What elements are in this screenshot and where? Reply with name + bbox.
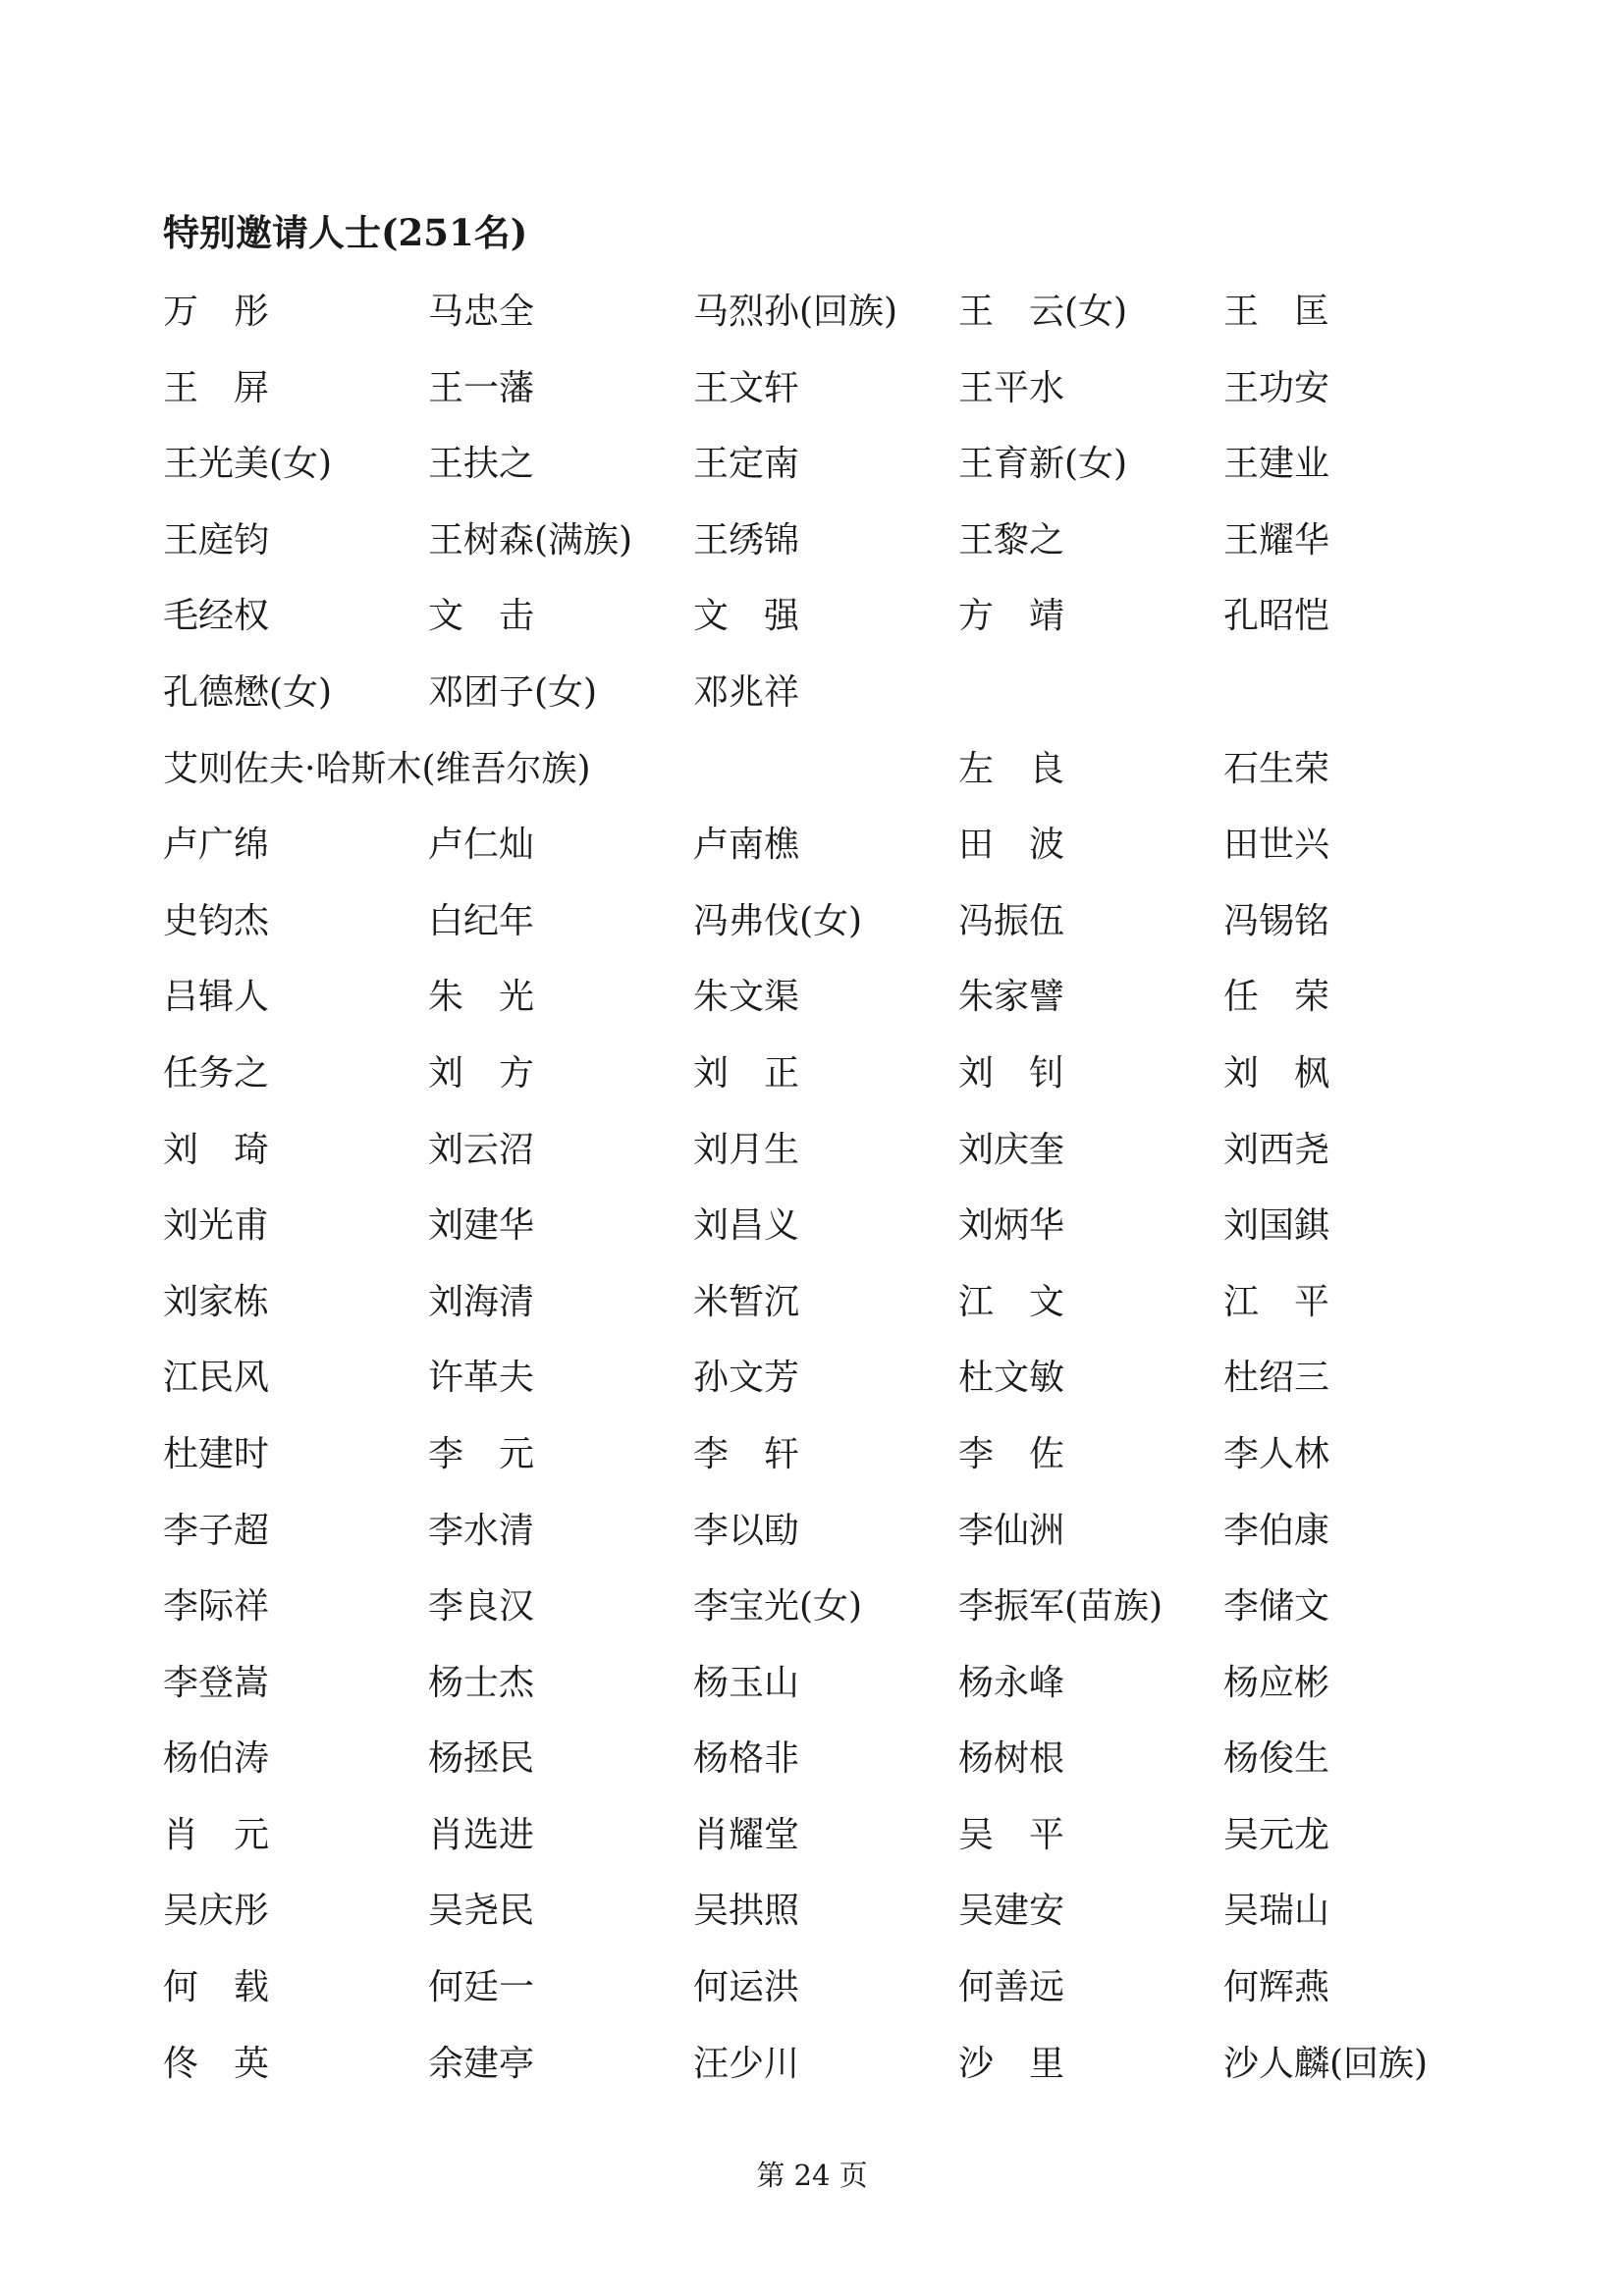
name-entry: 吴拱照 xyxy=(693,1891,800,1932)
name-entry: 杨应彬 xyxy=(1223,1662,1330,1703)
name-entry: 孔昭恺 xyxy=(1223,596,1330,637)
name-entry: 肖耀堂 xyxy=(693,1814,800,1855)
name-entry: 冯振伍 xyxy=(958,900,1065,941)
name-row xyxy=(163,1048,1538,1125)
name-entry: 朱 光 xyxy=(428,977,535,1018)
name-entry: 吴瑞山 xyxy=(1223,1891,1330,1932)
name-entry: 杨拯民 xyxy=(428,1738,535,1780)
name-entry: 王耀华 xyxy=(1223,519,1330,561)
name-entry: 冯弗伐(女) xyxy=(693,900,863,941)
name-entry: 孔德懋(女) xyxy=(163,671,333,713)
name-entry: 吕辑人 xyxy=(163,977,270,1018)
name-row xyxy=(163,1658,1538,1735)
name-entry: 何廷一 xyxy=(428,1967,535,2008)
name-entry: 刘家栋 xyxy=(163,1281,270,1322)
name-entry: 刘海清 xyxy=(428,1281,535,1322)
name-row xyxy=(163,1962,1538,2039)
name-entry: 吴 平 xyxy=(958,1814,1065,1855)
name-row xyxy=(163,515,1538,592)
name-entry: 石生荣 xyxy=(1223,748,1330,789)
name-entry: 王功安 xyxy=(1223,367,1330,408)
name-entry: 杜绍三 xyxy=(1223,1358,1330,1399)
name-row xyxy=(163,363,1538,440)
name-entry: 吴元龙 xyxy=(1223,1814,1330,1855)
name-entry: 冯锡铭 xyxy=(1223,900,1330,941)
name-entry: 李振军(苗族) xyxy=(958,1586,1164,1628)
name-entry: 吴庆彤 xyxy=(163,1891,270,1932)
name-entry: 刘西尧 xyxy=(1223,1129,1330,1170)
name-entry: 刘建华 xyxy=(428,1205,535,1247)
name-entry: 方 靖 xyxy=(958,596,1065,637)
name-entry: 邓兆祥 xyxy=(693,671,800,713)
name-entry: 李储文 xyxy=(1223,1586,1330,1628)
name-entry: 李水清 xyxy=(428,1510,535,1551)
name-entry: 李 轩 xyxy=(693,1433,800,1474)
name-entry: 李以劻 xyxy=(693,1510,800,1551)
name-entry: 文 强 xyxy=(693,596,800,637)
page-number: 第 24 页 xyxy=(756,2159,868,2192)
name-entry: 米暂沉 xyxy=(693,1281,800,1322)
name-row xyxy=(163,744,1538,821)
name-row xyxy=(163,1125,1538,1201)
name-entry: 刘光甫 xyxy=(163,1205,270,1247)
name-entry: 杨俊生 xyxy=(1223,1738,1330,1780)
name-entry: 李际祥 xyxy=(163,1586,270,1628)
name-entry: 王 云(女) xyxy=(958,292,1128,332)
name-entry: 刘昌义 xyxy=(693,1205,800,1247)
name-entry: 刘 钊 xyxy=(958,1052,1065,1094)
name-row xyxy=(163,667,1538,744)
name-row xyxy=(163,896,1538,973)
name-entry: 江 平 xyxy=(1223,1281,1330,1322)
name-row xyxy=(163,1201,1538,1277)
name-entry: 卢广绵 xyxy=(163,825,270,866)
name-entry: 汪少川 xyxy=(693,2043,800,2084)
name-entry: 田 波 xyxy=(958,825,1065,866)
name-entry: 朱文渠 xyxy=(693,977,800,1018)
name-entry: 刘庆奎 xyxy=(958,1129,1065,1170)
name-entry: 刘 枫 xyxy=(1223,1052,1330,1094)
name-entry: 沙 里 xyxy=(958,2043,1065,2084)
name-entry: 王文轩 xyxy=(693,367,800,408)
name-entry: 杜建时 xyxy=(163,1433,270,1474)
name-row xyxy=(163,2039,1538,2115)
name-entry: 卢仁灿 xyxy=(428,825,535,866)
section-heading: 特别邀请人士(251名) xyxy=(163,211,528,254)
name-entry: 何 载 xyxy=(163,1967,270,2008)
name-entry: 李登嵩 xyxy=(163,1662,270,1703)
name-entry: 江民风 xyxy=(163,1358,270,1399)
name-entry: 王育新(女) xyxy=(958,444,1128,485)
name-row xyxy=(163,820,1538,896)
name-entry: 万 彤 xyxy=(163,292,270,332)
name-row xyxy=(163,591,1538,667)
name-entry: 毛经权 xyxy=(163,596,270,637)
name-entry: 杨士杰 xyxy=(428,1662,535,1703)
name-entry: 杨伯涛 xyxy=(163,1738,270,1780)
name-entry: 李良汉 xyxy=(428,1586,535,1628)
name-entry: 王平水 xyxy=(958,367,1065,408)
name-row xyxy=(163,1277,1538,1354)
name-entry: 何辉燕 xyxy=(1223,1967,1330,2008)
name-entry: 王 屏 xyxy=(163,367,270,408)
name-entry: 文 击 xyxy=(428,596,535,637)
name-entry: 何运洪 xyxy=(693,1967,800,2008)
name-row xyxy=(163,287,1538,363)
name-entry: 艾则佐夫·哈斯木(维吾尔族) xyxy=(163,748,591,789)
name-entry: 王黎之 xyxy=(958,519,1065,561)
name-row xyxy=(163,1353,1538,1429)
name-entry: 王 匡 xyxy=(1223,292,1330,332)
name-entry: 杜文敏 xyxy=(958,1358,1065,1399)
name-entry: 肖选进 xyxy=(428,1814,535,1855)
name-row xyxy=(163,439,1538,515)
name-entry: 王建业 xyxy=(1223,444,1330,485)
name-row xyxy=(163,1810,1538,1887)
name-entry: 李伯康 xyxy=(1223,1510,1330,1551)
name-entry: 王光美(女) xyxy=(163,444,333,485)
name-entry: 刘 琦 xyxy=(163,1129,270,1170)
name-entry: 王庭钧 xyxy=(163,519,270,561)
name-entry: 李人林 xyxy=(1223,1433,1330,1474)
name-entry: 王扶之 xyxy=(428,444,535,485)
name-entry: 许革夫 xyxy=(428,1358,535,1399)
name-entry: 杨树根 xyxy=(958,1738,1065,1780)
name-entry: 王定南 xyxy=(693,444,800,485)
name-entry: 李宝光(女) xyxy=(693,1586,863,1628)
name-entry: 任 荣 xyxy=(1223,977,1330,1018)
name-entry: 邓团子(女) xyxy=(428,671,598,713)
name-entry: 左 良 xyxy=(958,748,1065,789)
name-entry: 刘 方 xyxy=(428,1052,535,1094)
name-entry: 杨玉山 xyxy=(693,1662,800,1703)
name-entry: 江 文 xyxy=(958,1281,1065,1322)
name-entry: 孙文芳 xyxy=(693,1358,800,1399)
name-entry: 佟 英 xyxy=(163,2043,270,2084)
name-entry: 杨永峰 xyxy=(958,1662,1065,1703)
name-entry: 马忠全 xyxy=(428,292,535,332)
name-entry: 刘云沼 xyxy=(428,1129,535,1170)
name-entry: 余建亭 xyxy=(428,2043,535,2084)
name-entry: 李 佐 xyxy=(958,1433,1065,1474)
name-entry: 史钧杰 xyxy=(163,900,270,941)
name-entry: 杨格非 xyxy=(693,1738,800,1780)
name-entry: 王一藩 xyxy=(428,367,535,408)
name-entry: 吴尧民 xyxy=(428,1891,535,1932)
name-entry: 何善远 xyxy=(958,1967,1065,2008)
name-entry: 田世兴 xyxy=(1223,825,1330,866)
name-entry: 朱家譬 xyxy=(958,977,1065,1018)
name-entry: 白纪年 xyxy=(428,900,535,941)
name-entry: 沙人麟(回族) xyxy=(1223,2043,1429,2084)
name-entry: 卢南樵 xyxy=(693,825,800,866)
name-row xyxy=(163,1734,1538,1810)
name-entry: 肖 元 xyxy=(163,1814,270,1855)
name-entry: 李 元 xyxy=(428,1433,535,1474)
name-roster xyxy=(163,287,1538,2114)
name-entry: 任务之 xyxy=(163,1052,270,1094)
name-entry: 刘月生 xyxy=(693,1129,800,1170)
name-row xyxy=(163,972,1538,1048)
name-row xyxy=(163,1886,1538,1962)
name-entry: 刘炳华 xyxy=(958,1205,1065,1247)
name-entry: 吴建安 xyxy=(958,1891,1065,1932)
name-entry: 王绣锦 xyxy=(693,519,800,561)
name-entry: 李仙洲 xyxy=(958,1510,1065,1551)
name-entry: 刘国錤 xyxy=(1223,1205,1330,1247)
name-row xyxy=(163,1506,1538,1582)
name-row xyxy=(163,1581,1538,1658)
name-entry: 李子超 xyxy=(163,1510,270,1551)
name-entry: 王树森(满族) xyxy=(428,519,633,561)
name-entry: 马烈孙(回族) xyxy=(693,292,898,332)
name-row xyxy=(163,1429,1538,1506)
name-entry: 刘 正 xyxy=(693,1052,800,1094)
